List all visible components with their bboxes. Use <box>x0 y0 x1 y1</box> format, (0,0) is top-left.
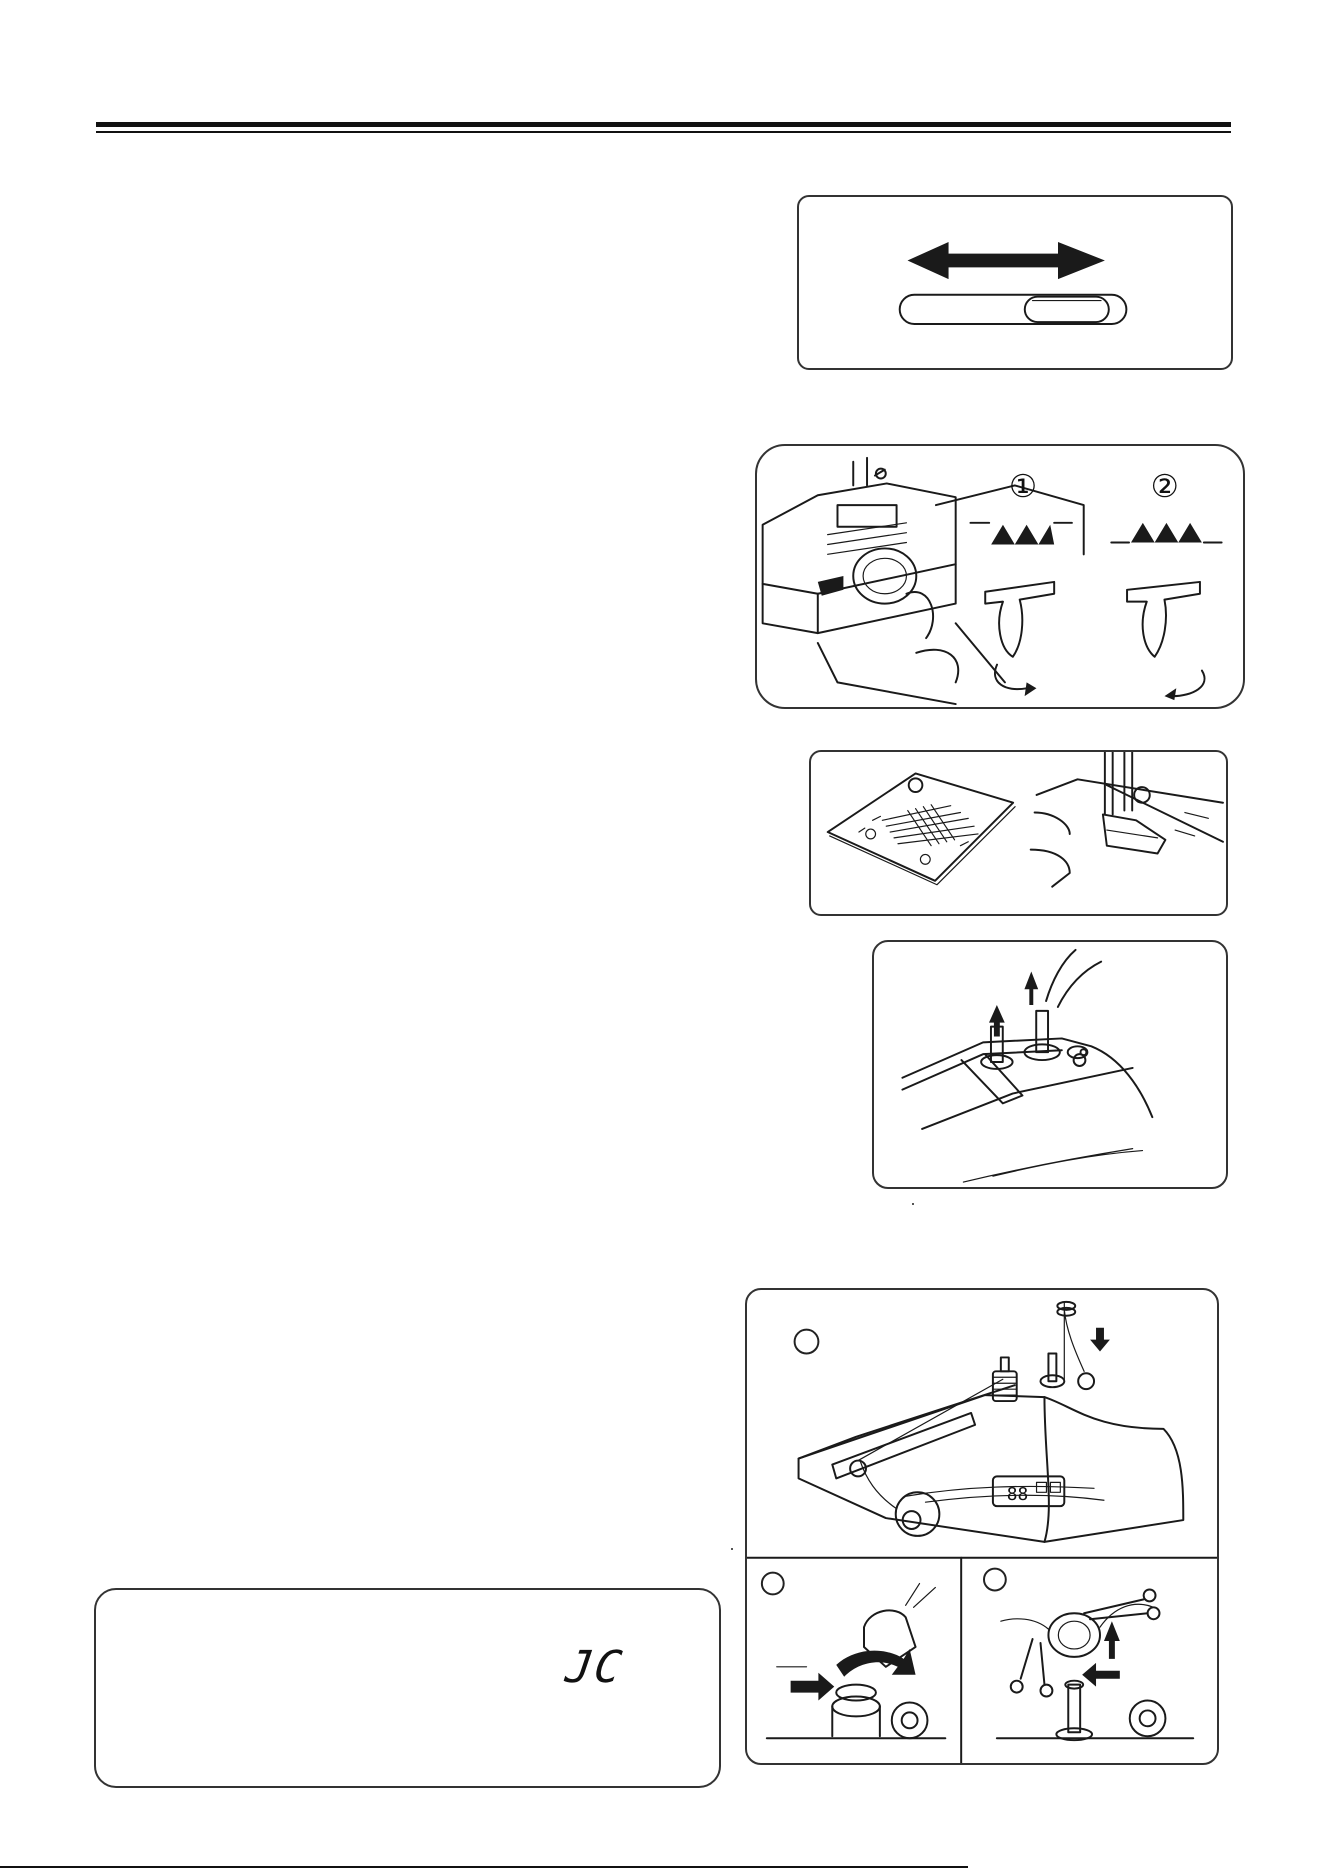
feed-dog-drawing <box>757 446 1243 707</box>
figure-bobbin-winding <box>745 1288 1219 1765</box>
slider-track <box>900 295 1127 324</box>
rotate-up-arrow-icon <box>1172 671 1204 697</box>
left-arrow-icon <box>1082 1663 1120 1687</box>
push-arrow-icon <box>791 1673 835 1701</box>
bobbin-winding-drawing <box>747 1290 1217 1763</box>
slide-lever-drawing <box>799 197 1231 368</box>
scissors-icon <box>1021 1639 1045 1685</box>
feed-dog-teeth-lowered <box>1131 523 1202 543</box>
step-marker-a <box>795 1330 819 1354</box>
figure-spool-pins <box>872 940 1228 1189</box>
up-arrow-icon-3 <box>1104 1621 1120 1659</box>
header-rule-thin <box>96 131 1231 133</box>
up-arrow-icon-2 <box>1024 972 1038 1005</box>
header-rule-thick <box>96 122 1231 127</box>
stray-dot <box>912 1203 914 1205</box>
position-1-label: ① <box>1008 469 1038 506</box>
double-arrow-icon <box>908 242 1105 279</box>
scissors-icon-2 <box>1084 1599 1147 1619</box>
down-arrow-icon <box>1090 1328 1110 1352</box>
spool-pins-drawing <box>874 942 1226 1187</box>
figure-feed-dog-lever <box>755 444 1245 709</box>
error-note-box <box>94 1588 721 1788</box>
position-2-label: ② <box>1150 469 1179 506</box>
stray-dot-2 <box>731 1548 733 1550</box>
step-marker-b <box>762 1573 784 1595</box>
feed-dog-teeth-raised <box>991 525 1054 545</box>
figure-needle-plate <box>809 750 1228 916</box>
step-marker-c <box>984 1569 1006 1591</box>
curved-arrow-icon <box>836 1649 915 1677</box>
footer-line <box>0 1866 968 1868</box>
display-code: JC <box>562 1642 627 1693</box>
figure-slide-lever <box>797 195 1233 370</box>
svg-text:88: 88 <box>1006 1484 1029 1506</box>
needle-plate-drawing <box>811 752 1226 914</box>
